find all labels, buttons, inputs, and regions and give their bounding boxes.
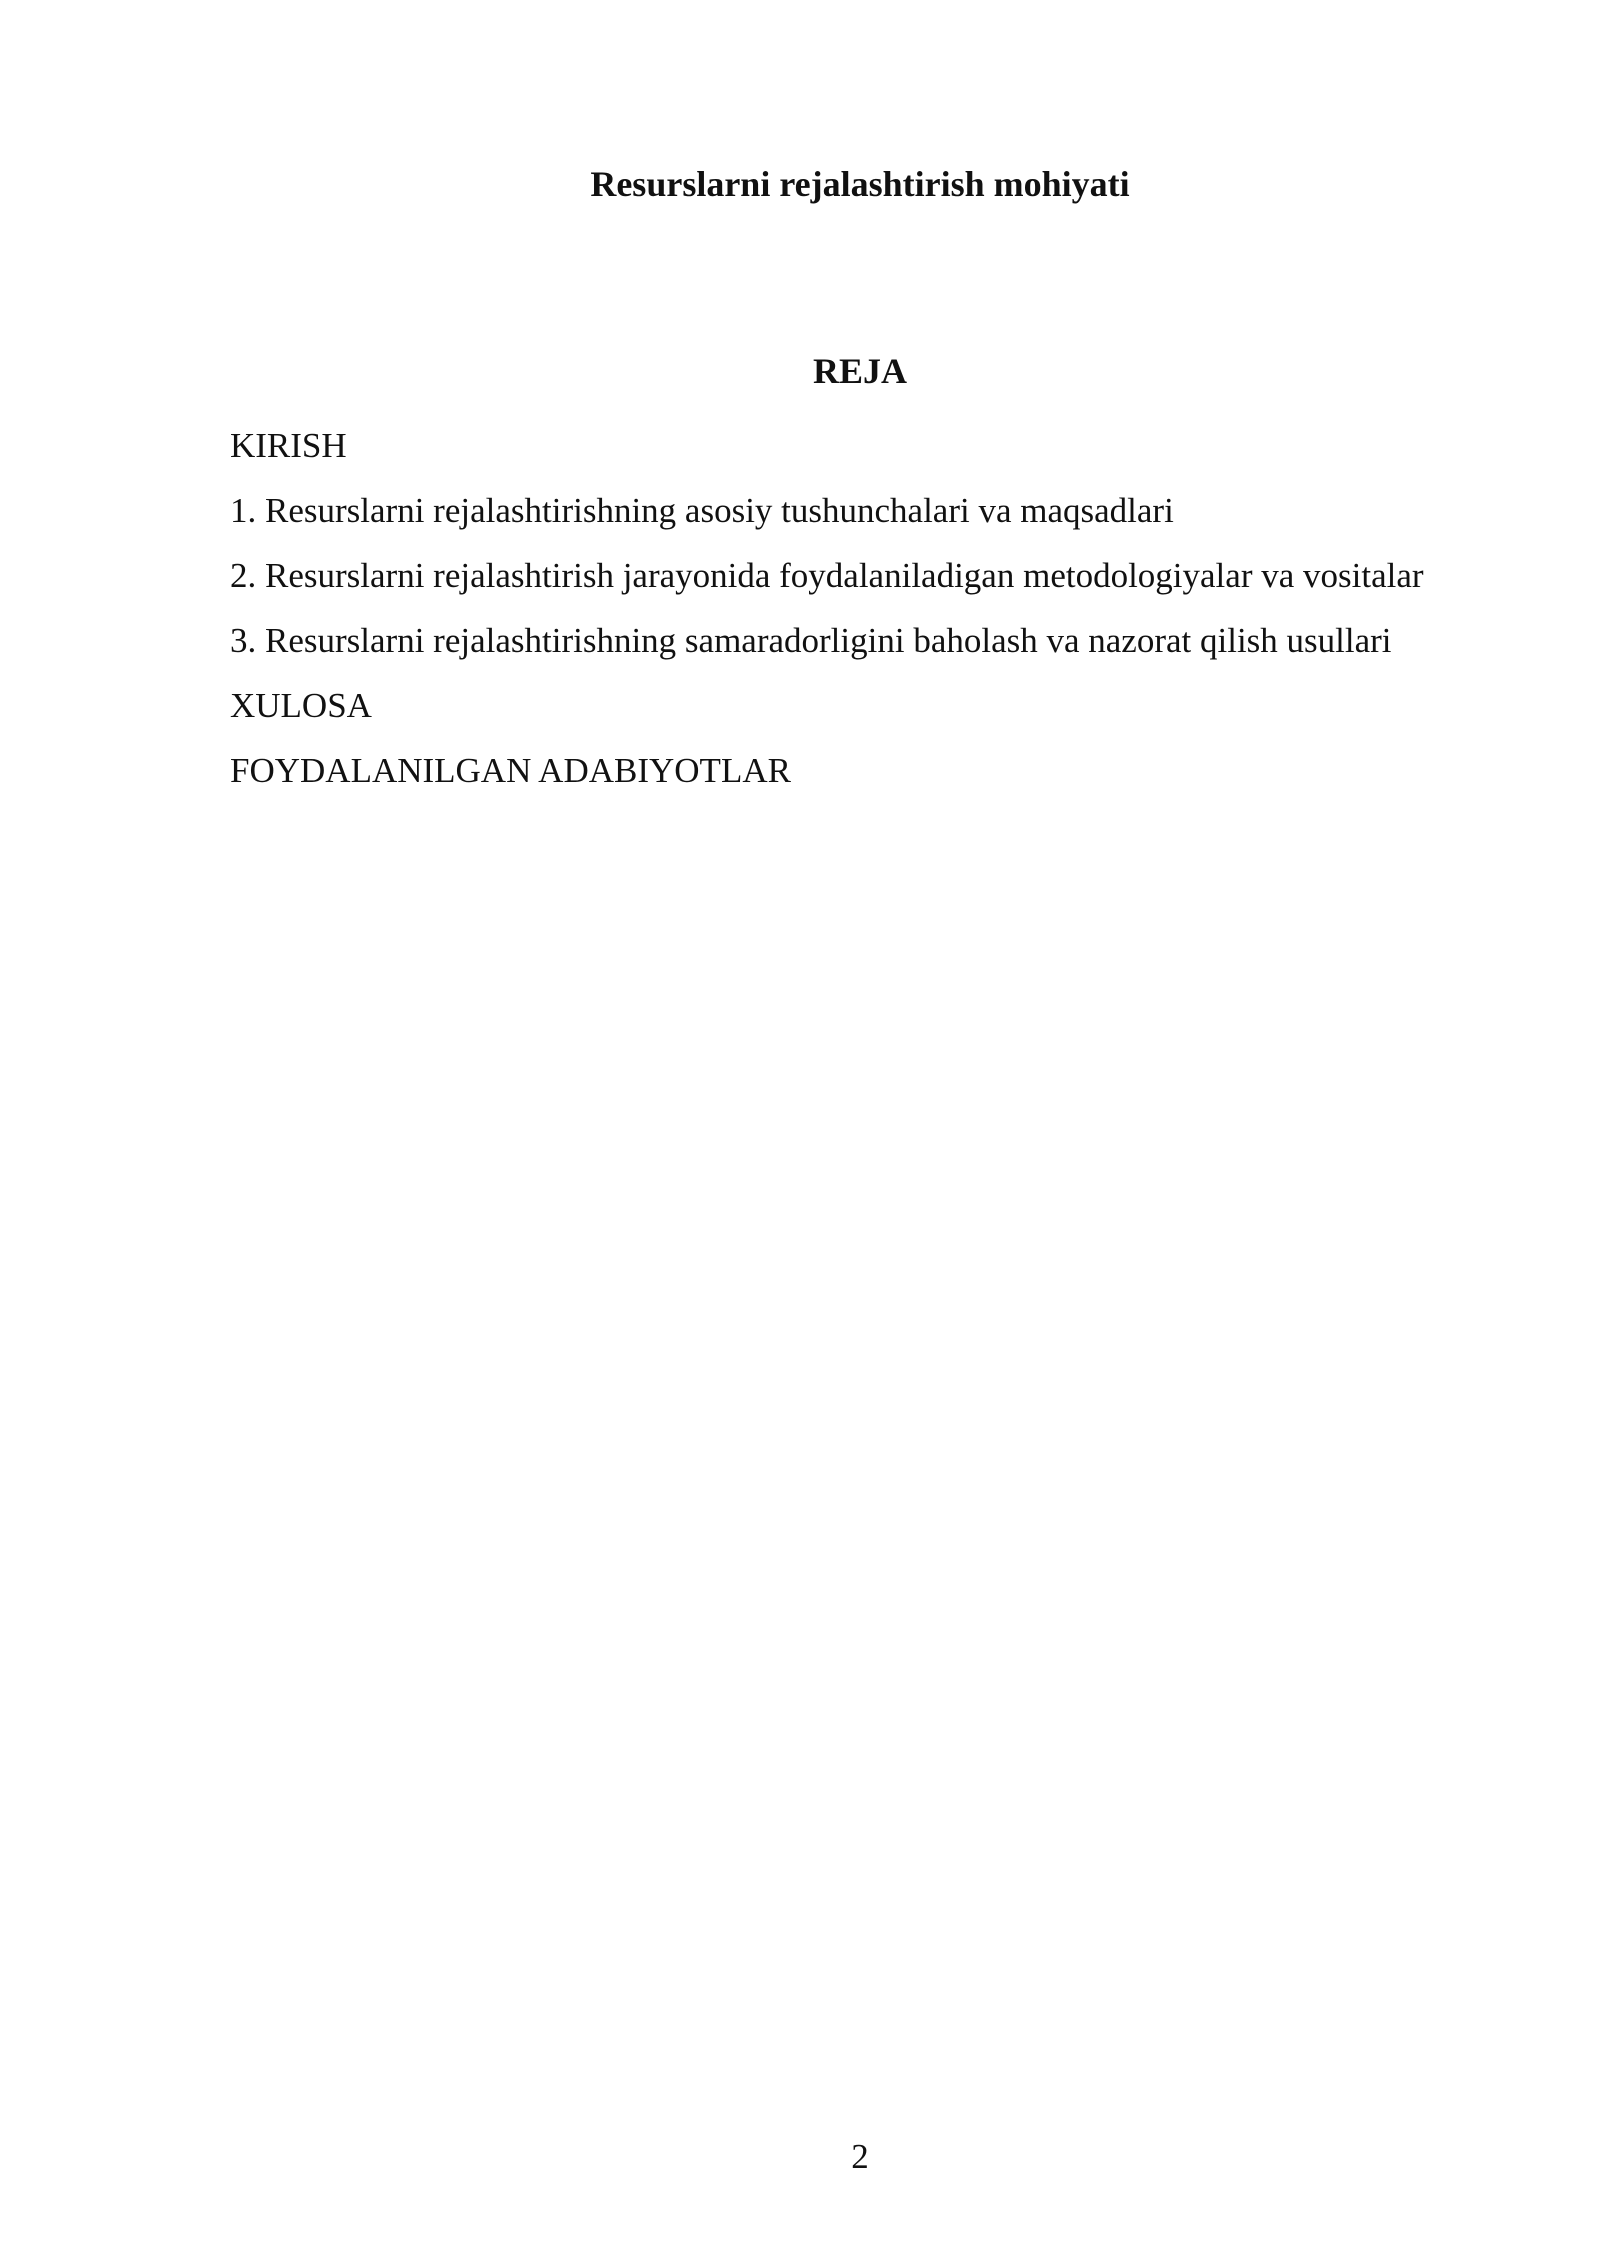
- toc-item-introduction: KIRISH: [230, 426, 347, 465]
- plan-heading: REJA: [812, 351, 907, 391]
- toc-item-section-2: 2. Resurslarni rejalashtirish jarayonida foydalaniladigan metodologiyalar va vositalar: [230, 556, 1424, 595]
- toc-item-conclusion: XULOSA: [230, 686, 372, 725]
- document-title: Resurslarni rejalashtirish mohiyati: [590, 164, 1130, 204]
- toc-item-references: FOYDALANILGAN ADABIYOTLAR: [230, 751, 791, 790]
- page-number: 2: [851, 2137, 869, 2176]
- toc-item-section-3: 3. Resurslarni rejalashtirishning samaradorligini baholash va nazorat qilish usullari: [230, 621, 1392, 660]
- table-of-contents: [230, 418, 1520, 808]
- toc-item-section-1: 1. Resurslarni rejalashtirishning asosiy tushunchalari va maqsadlari: [230, 491, 1174, 530]
